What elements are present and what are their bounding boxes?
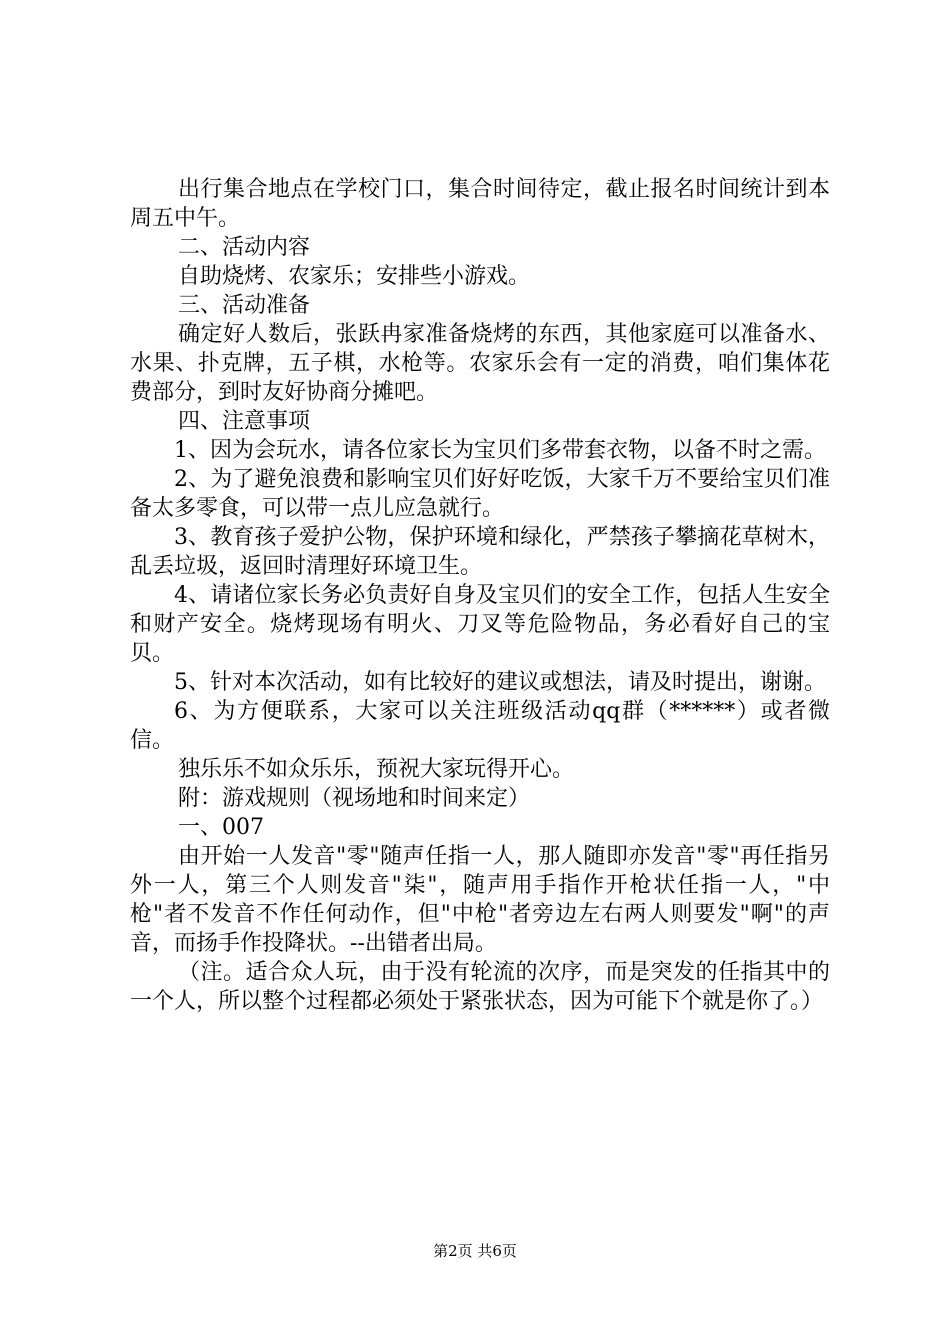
note-item-6: 6、为方便联系，大家可以关注班级活动qq群（******）或者微信。 bbox=[130, 699, 830, 753]
paragraph-closing: 独乐乐不如众乐乐，预祝大家玩得开心。 bbox=[178, 757, 575, 782]
heading-activity-preparation: 三、活动准备 bbox=[178, 293, 311, 318]
note-item-4: 4、请诸位家长务必负责好自身及宝贝们的安全工作，包括人生安全和财产安全。烧烤现场有明火、刀叉等危险物品，务必看好自己的宝贝。 bbox=[130, 583, 830, 666]
paragraph-game-rules: 由开始一人发音"零"随声任指一人，那人随即亦发音"零"再任指另外一人，第三个人则发音"柒"，随声用手指作开枪状任指一人，"中枪"者不发音不作任何动作，但"中枪"者旁边左右两人则要发"啊"的声音，而扬手作投降状。--出错者出局。 bbox=[130, 844, 830, 956]
heading-activity-content: 二、活动内容 bbox=[178, 235, 311, 260]
heading-appendix: 附：游戏规则（视场地和时间来定） bbox=[178, 786, 531, 811]
note-item-2: 2、为了避免浪费和影响宝贝们好好吃饭，大家千万不要给宝贝们准备太多零食，可以带一点儿应急就行。 bbox=[130, 467, 830, 521]
note-item-3: 3、教育孩子爱护公物，保护环境和绿化，严禁孩子攀摘花草树木，乱丢垃圾，返回时清理好环境卫生。 bbox=[130, 525, 830, 579]
page-number: 第2页 共6页 bbox=[433, 1242, 517, 1260]
heading-game-007: 一、007 bbox=[178, 815, 264, 840]
note-item-5: 5、针对本次活动，如有比较好的建议或想法，请及时提出，谢谢。 bbox=[174, 670, 826, 695]
paragraph-activity-content: 自助烧烤、农家乐；安排些小游戏。 bbox=[178, 264, 531, 289]
note-item-1: 1、因为会玩水，请各位家长为宝贝们多带套衣物，以备不时之需。 bbox=[174, 438, 826, 463]
document-body bbox=[130, 175, 830, 1016]
paragraph-assembly: 出行集合地点在学校门口，集合时间待定，截止报名时间统计到本周五中午。 bbox=[130, 177, 830, 231]
paragraph-activity-preparation: 确定好人数后，张跃冉家准备烧烤的东西，其他家庭可以准备水、水果、扑克牌，五子棋，水枪等。农家乐会有一定的消费，咱们集体花费部分，到时友好协商分摊吧。 bbox=[130, 322, 830, 405]
heading-notes: 四、注意事项 bbox=[178, 409, 311, 434]
paragraph-game-note: （注。适合众人玩，由于没有轮流的次序，而是突发的任指其中的一个人，所以整个过程都必须处于紧张状态，因为可能下个就是你了。） bbox=[130, 960, 830, 1014]
